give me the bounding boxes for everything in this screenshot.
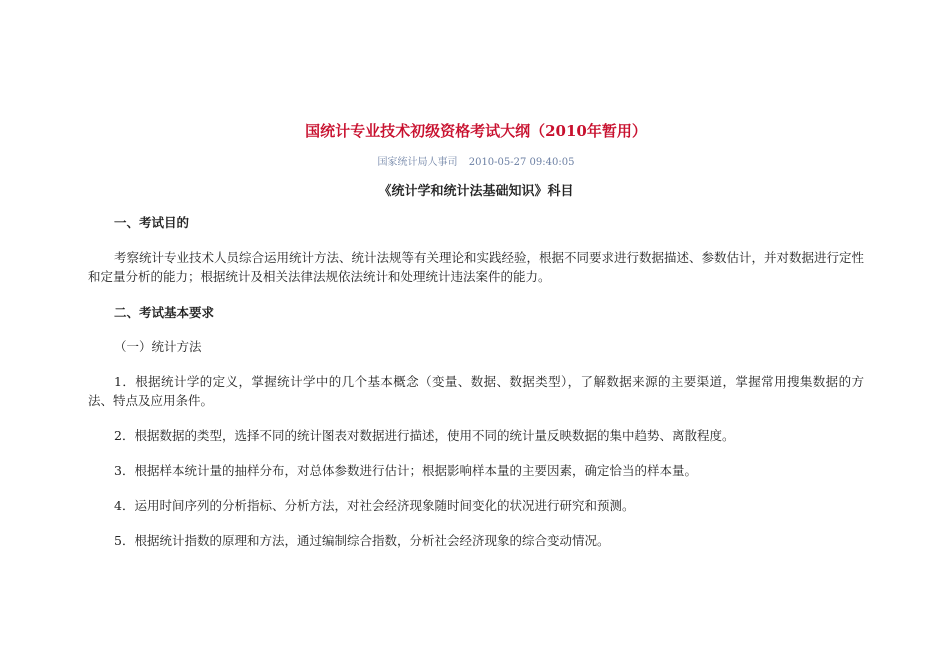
section-heading-requirements: 二、考试基本要求 bbox=[114, 305, 215, 320]
list-item: 1．根据统计学的定义，掌握统计学中的几个基本概念（变量、数据、数据类型），了解数据来源的主要渠道，掌握常用搜集数据的方法、特点及应用条件。 bbox=[88, 374, 864, 408]
byline-datetime: 2010-05-27 09:40:05 bbox=[468, 157, 575, 168]
list-item: 5．根据统计指数的原理和方法，通过编制综合指数，分析社会经济现象的综合变动情况。 bbox=[114, 533, 610, 548]
document-byline bbox=[88, 156, 864, 170]
list-item: 4．运用时间序列的分析指标、分析方法，对社会经济现象随时间变化的状况进行研究和预测。 bbox=[114, 498, 635, 513]
document-content bbox=[88, 120, 864, 550]
document-title: 国统计专业技术初级资格考试大纲（2010年暂用） bbox=[305, 122, 647, 140]
list-item: 3．根据样本统计量的抽样分布，对总体参数进行估计；根据影响样本量的主要因素，确定恰当的样本量。 bbox=[114, 463, 697, 478]
subsection-heading-methods: （一）统计方法 bbox=[114, 339, 202, 354]
section-heading-purpose: 一、考试目的 bbox=[114, 215, 190, 230]
list-item: 2．根据数据的类型，选择不同的统计图表对数据进行描述，使用不同的统计量反映数据的集中趋势、离散程度。 bbox=[114, 428, 735, 443]
subject-title: 《统计学和统计法基础知识》科目 bbox=[378, 184, 574, 199]
purpose-paragraph: 考察统计专业技术人员综合运用统计方法、统计法规等有关理论和实践经验，根据不同要求进行数据描述、参数估计，并对数据进行定性和定量分析的能力；根据统计及相关法律法规依法统计和处理统计违法案件的能力。 bbox=[88, 250, 865, 284]
byline-source: 国家统计局人事司 bbox=[377, 157, 458, 168]
